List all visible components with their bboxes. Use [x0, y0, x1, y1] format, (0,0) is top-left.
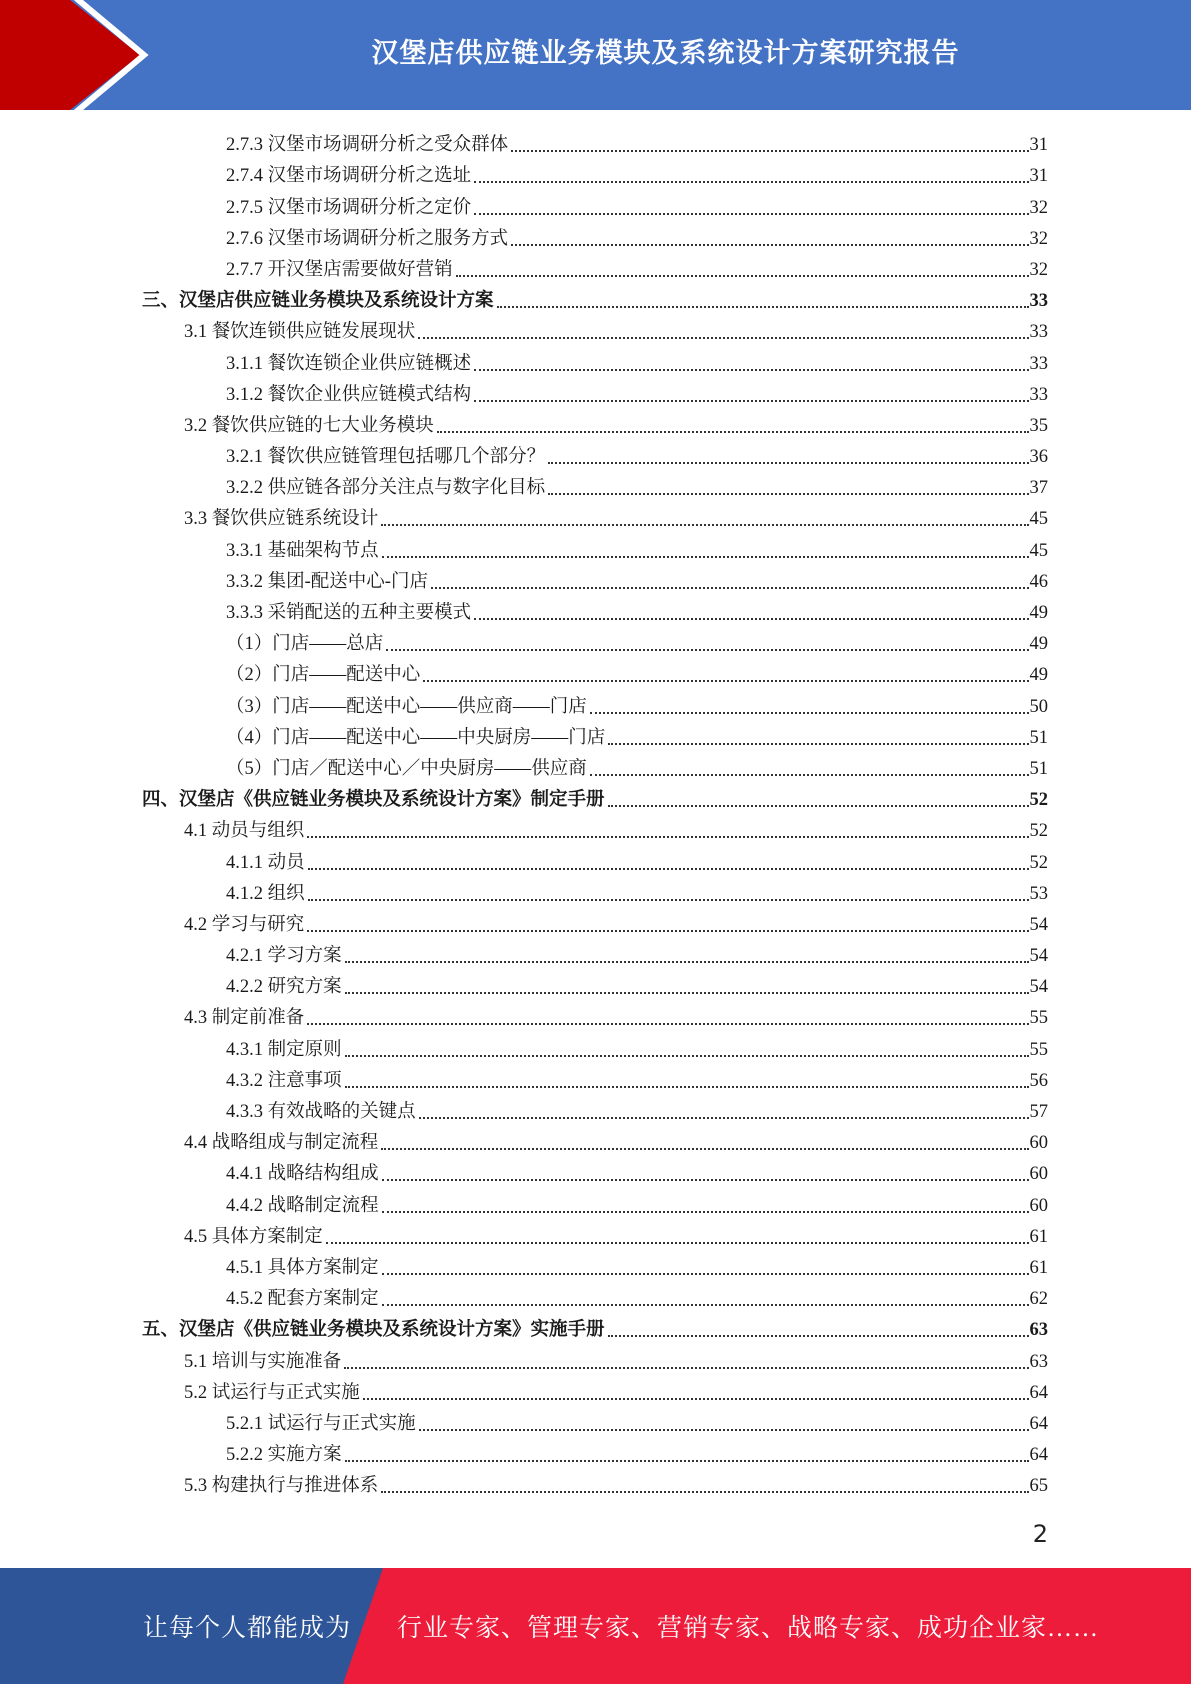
toc-entry[interactable] — [142, 1342, 1048, 1373]
toc-entry-title: 2.7.4 汉堡市场调研分析之选址 — [226, 166, 472, 187]
toc-entry-page: 50 — [1029, 696, 1048, 717]
toc-dot-leader — [590, 712, 1029, 714]
toc-entry-title: 3.2.2 供应链各部分关注点与数字化目标 — [226, 478, 546, 499]
toc-entry-page: 54 — [1029, 914, 1048, 935]
toc-entry-page: 33 — [1029, 353, 1048, 374]
toc-entry-page: 65 — [1029, 1476, 1048, 1497]
toc-dot-leader — [608, 805, 1029, 807]
toc-entry-page: 33 — [1029, 384, 1048, 405]
toc-entry-page: 45 — [1029, 540, 1048, 561]
toc-entry-title: 三、汉堡店供应链业务模块及系统设计方案 — [142, 291, 494, 312]
toc-entry-page: 52 — [1029, 790, 1048, 811]
toc-entry-page: 33 — [1029, 322, 1048, 343]
toc-entry[interactable] — [142, 594, 1048, 625]
toc-entry[interactable] — [142, 469, 1048, 500]
toc-entry-page: 51 — [1029, 727, 1048, 748]
toc-entry[interactable] — [142, 500, 1048, 531]
toc-entry[interactable] — [142, 157, 1048, 188]
toc-entry-page: 60 — [1029, 1133, 1048, 1154]
toc-entry-page: 32 — [1029, 259, 1048, 280]
toc-entry-title: 3.3.1 基础架构节点 — [226, 540, 379, 561]
toc-entry-title: 4.5 具体方案制定 — [184, 1226, 323, 1247]
toc-entry-title: （2）门店——配送中心 — [226, 665, 421, 686]
toc-entry[interactable] — [142, 750, 1048, 781]
toc-entry-page: 31 — [1029, 166, 1048, 187]
toc-entry-title: 2.7.6 汉堡市场调研分析之服务方式 — [226, 228, 509, 249]
toc-entry-title: 4.2.2 研究方案 — [226, 977, 342, 998]
toc-dot-leader — [474, 213, 1028, 215]
toc-entry-page: 52 — [1029, 852, 1048, 873]
toc-dot-leader — [474, 618, 1028, 620]
toc-entry-title: 4.3.2 注意事项 — [226, 1070, 342, 1091]
toc-entry[interactable] — [142, 1093, 1048, 1124]
toc-entry[interactable] — [142, 875, 1048, 906]
toc-dot-leader — [474, 400, 1028, 402]
toc-entry-page: 49 — [1029, 665, 1048, 686]
page-number: 2 — [1032, 1520, 1048, 1548]
toc-entry-title: 3.1 餐饮连锁供应链发展现状 — [184, 322, 416, 343]
toc-entry[interactable] — [142, 687, 1048, 718]
toc-entry-page: 46 — [1029, 571, 1048, 592]
toc-entry-title: （3）门店——配送中心——供应商——门店 — [226, 696, 587, 717]
toc-entry-title: 3.3.2 集团-配送中心-门店 — [226, 571, 428, 592]
toc-dot-leader — [548, 462, 1028, 464]
toc-entry[interactable] — [142, 313, 1048, 344]
toc-dot-leader — [363, 1398, 1029, 1400]
toc-entry-title: 4.2.1 学习方案 — [226, 946, 342, 967]
toc-entry[interactable] — [142, 1155, 1048, 1186]
toc-dot-leader — [326, 1242, 1029, 1244]
toc-entry-page: 54 — [1029, 946, 1048, 967]
toc-entry-page: 45 — [1029, 509, 1048, 530]
toc-entry-title: 3.3.3 采销配送的五种主要模式 — [226, 603, 472, 623]
toc-dot-leader — [308, 868, 1029, 870]
toc-entry[interactable] — [142, 781, 1048, 812]
toc-entry-page: 56 — [1029, 1070, 1048, 1091]
toc-entry-page: 55 — [1029, 1008, 1048, 1029]
page-footer — [0, 1568, 1191, 1684]
toc-entry[interactable] — [142, 1374, 1048, 1405]
toc-entry-title: 3.2.1 餐饮供应链管理包括哪几个部分？ — [226, 447, 546, 468]
toc-dot-leader — [608, 1335, 1029, 1337]
toc-dot-leader — [307, 836, 1028, 838]
toc-dot-leader — [345, 1460, 1029, 1462]
toc-entry[interactable] — [142, 1436, 1048, 1467]
toc-entry[interactable] — [142, 1405, 1048, 1436]
toc-entry[interactable] — [142, 1062, 1048, 1093]
toc-entry-page: 31 — [1029, 135, 1048, 156]
toc-dot-leader — [382, 1179, 1029, 1181]
toc-entry-title: 5.1 培训与实施准备 — [184, 1351, 342, 1372]
toc-entry-title: 4.5.1 具体方案制定 — [226, 1257, 379, 1278]
toc-dot-leader — [386, 649, 1028, 651]
toc-entry[interactable] — [142, 656, 1048, 687]
toc-entry-page: 63 — [1029, 1351, 1048, 1372]
report-title: 汉堡店供应链业务模块及系统设计方案研究报告 — [371, 37, 960, 69]
toc-entry-title: （1）门店——总店 — [226, 634, 384, 655]
toc-entry[interactable] — [142, 563, 1048, 594]
toc-entry-title: 5.2 试运行与正式实施 — [184, 1382, 360, 1403]
toc-entry[interactable] — [142, 1124, 1048, 1155]
toc-entry[interactable] — [142, 1218, 1048, 1249]
toc-entry[interactable] — [142, 999, 1048, 1030]
toc-entry-title: 5.3 构建执行与推进体系 — [184, 1476, 379, 1497]
toc-entry-title: 4.1.2 组织 — [226, 883, 305, 904]
table-of-contents — [142, 126, 1048, 1498]
toc-entry-title: 5.2.2 实施方案 — [226, 1445, 342, 1466]
toc-dot-leader — [345, 992, 1029, 994]
toc-dot-leader — [590, 774, 1029, 776]
toc-dot-leader — [497, 306, 1029, 308]
toc-entry-title: （4）门店——配送中心——中央厨房——门店 — [226, 727, 606, 748]
toc-entry-title: 4.3 制定前准备 — [184, 1008, 305, 1029]
toc-entry[interactable] — [142, 625, 1048, 656]
toc-entry-page: 49 — [1029, 634, 1048, 655]
toc-entry-page: 64 — [1029, 1382, 1048, 1403]
toc-dot-leader — [474, 181, 1028, 183]
toc-entry-page: 52 — [1029, 821, 1048, 842]
toc-entry-title: 五、汉堡店《供应链业务模块及系统设计方案》实施手册 — [142, 1320, 605, 1341]
toc-dot-leader — [511, 244, 1028, 246]
toc-entry-page: 55 — [1029, 1039, 1048, 1060]
toc-entry-title: 3.2 餐饮供应链的七大业务模块 — [184, 415, 434, 436]
toc-entry[interactable] — [142, 220, 1048, 251]
toc-entry-title: 4.5.2 配套方案制定 — [226, 1289, 379, 1310]
toc-entry-title: 4.1 动员与组织 — [184, 821, 305, 842]
toc-entry-title: 4.2 学习与研究 — [184, 914, 305, 935]
toc-entry[interactable] — [142, 937, 1048, 968]
toc-dot-leader — [345, 1055, 1029, 1057]
toc-entry-title: 3.1.1 餐饮连锁企业供应链概述 — [226, 353, 472, 374]
toc-dot-leader — [608, 743, 1028, 745]
toc-entry[interactable] — [142, 812, 1048, 843]
toc-dot-leader — [381, 524, 1028, 526]
toc-dot-leader — [382, 1304, 1029, 1306]
toc-dot-leader — [382, 1211, 1029, 1213]
toc-entry[interactable] — [142, 251, 1048, 282]
toc-entry[interactable] — [142, 407, 1048, 438]
toc-entry-page: 60 — [1029, 1195, 1048, 1216]
toc-dot-leader — [419, 1429, 1029, 1431]
footer-slogan-left: 让每个人都能成为 — [143, 1615, 352, 1642]
page-header — [0, 0, 1191, 110]
toc-dot-leader — [418, 337, 1028, 339]
toc-entry-page: 63 — [1029, 1320, 1048, 1341]
footer-slogan-right: 行业专家、管理专家、营销专家、战略专家、成功企业家…… — [397, 1615, 1100, 1642]
toc-entry-title: 2.7.3 汉堡市场调研分析之受众群体 — [226, 135, 509, 156]
toc-entry[interactable] — [142, 282, 1048, 313]
toc-entry[interactable] — [142, 906, 1048, 937]
toc-entry-page: 53 — [1029, 883, 1048, 904]
toc-entry-page: 35 — [1029, 415, 1048, 436]
toc-entry-title: 4.3.3 有效战略的关键点 — [226, 1102, 416, 1122]
toc-entry[interactable] — [142, 1186, 1048, 1217]
toc-entry[interactable] — [142, 126, 1048, 157]
toc-entry-page: 62 — [1029, 1289, 1048, 1310]
toc-entry-page: 51 — [1029, 758, 1048, 779]
toc-entry[interactable] — [142, 376, 1048, 407]
toc-dot-leader — [382, 556, 1029, 558]
toc-entry-title: 4.1.1 动员 — [226, 852, 305, 873]
toc-entry-title: 2.7.7 开汉堡店需要做好营销 — [226, 259, 453, 280]
toc-entry-title: 4.3.1 制定原则 — [226, 1039, 342, 1060]
toc-dot-leader — [308, 899, 1029, 901]
toc-dot-leader — [431, 587, 1029, 589]
toc-entry-page: 49 — [1029, 603, 1048, 623]
right-arrow-icon — [0, 0, 150, 110]
toc-dot-leader — [511, 150, 1028, 152]
toc-entry-page: 32 — [1029, 228, 1048, 249]
toc-dot-leader — [381, 1491, 1028, 1493]
toc-entry[interactable] — [142, 531, 1048, 562]
toc-entry-page: 60 — [1029, 1164, 1048, 1185]
toc-entry-page: 57 — [1029, 1102, 1048, 1122]
toc-dot-leader — [437, 431, 1029, 433]
toc-entry[interactable] — [142, 968, 1048, 999]
toc-dot-leader — [307, 930, 1028, 932]
toc-entry[interactable] — [142, 1280, 1048, 1311]
toc-entry-title: （5）门店／配送中心／中央厨房——供应商 — [226, 758, 587, 779]
toc-entry[interactable] — [142, 1249, 1048, 1280]
toc-entry[interactable] — [142, 188, 1048, 219]
toc-entry-title: 2.7.5 汉堡市场调研分析之定价 — [226, 197, 472, 218]
toc-entry[interactable] — [142, 843, 1048, 874]
toc-entry-page: 33 — [1029, 291, 1048, 312]
toc-dot-leader — [456, 275, 1029, 277]
toc-entry-title: 4.4.1 战略结构组成 — [226, 1164, 379, 1185]
toc-entry-title: 4.4 战略组成与制定流程 — [184, 1133, 379, 1154]
toc-entry-title: 3.1.2 餐饮企业供应链模式结构 — [226, 384, 472, 405]
toc-dot-leader — [474, 369, 1028, 371]
toc-entry[interactable] — [142, 1467, 1048, 1498]
toc-dot-leader — [548, 493, 1028, 495]
toc-entry[interactable] — [142, 1030, 1048, 1061]
toc-entry-page: 54 — [1029, 977, 1048, 998]
toc-entry-page: 37 — [1029, 478, 1048, 499]
toc-entry-title: 3.3 餐饮供应链系统设计 — [184, 509, 379, 530]
toc-entry-page: 32 — [1029, 197, 1048, 218]
toc-entry-page: 36 — [1029, 447, 1048, 468]
toc-entry[interactable] — [142, 344, 1048, 375]
toc-dot-leader — [419, 1117, 1029, 1119]
toc-entry-page: 61 — [1029, 1257, 1048, 1278]
toc-entry[interactable] — [142, 1311, 1048, 1342]
toc-dot-leader — [344, 1367, 1028, 1369]
toc-entry-page: 61 — [1029, 1226, 1048, 1247]
toc-dot-leader — [345, 961, 1029, 963]
toc-dot-leader — [423, 680, 1028, 682]
toc-dot-leader — [381, 1148, 1028, 1150]
toc-entry[interactable] — [142, 438, 1048, 469]
toc-dot-leader — [307, 1023, 1028, 1025]
toc-entry-page: 64 — [1029, 1413, 1048, 1434]
toc-entry-title: 四、汉堡店《供应链业务模块及系统设计方案》制定手册 — [142, 790, 605, 811]
toc-dot-leader — [345, 1086, 1029, 1088]
toc-dot-leader — [382, 1273, 1029, 1275]
toc-entry-title: 5.2.1 试运行与正式实施 — [226, 1413, 416, 1434]
toc-entry-page: 64 — [1029, 1445, 1048, 1466]
toc-entry-title: 4.4.2 战略制定流程 — [226, 1195, 379, 1216]
toc-entry[interactable] — [142, 719, 1048, 750]
